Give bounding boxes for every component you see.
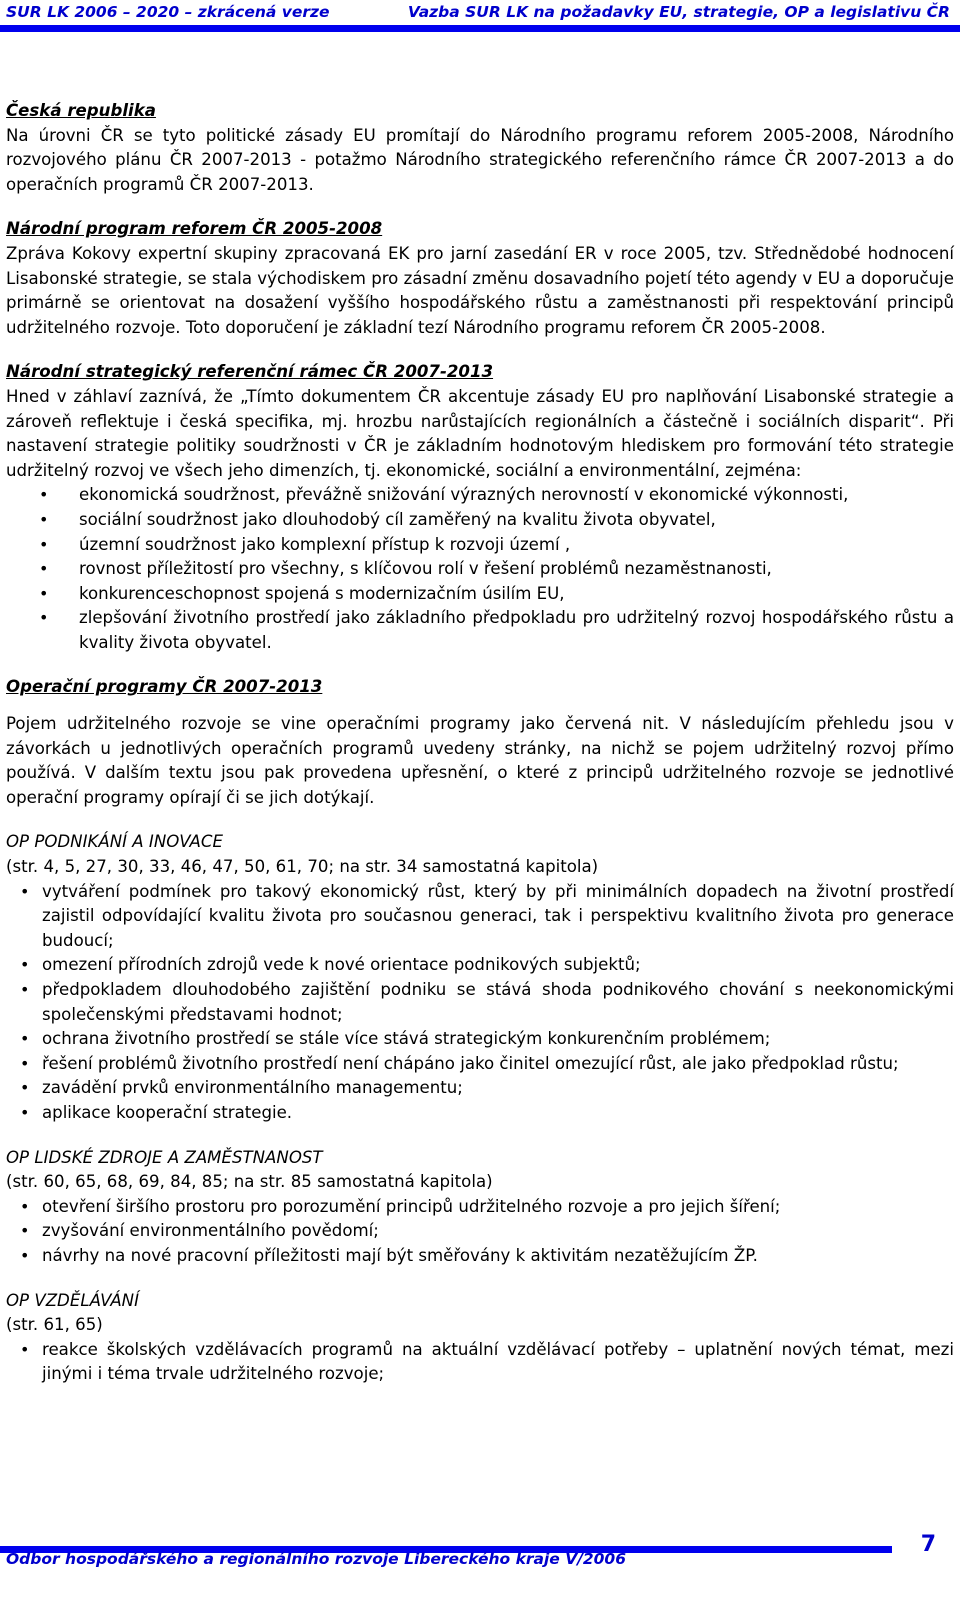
header-title-right: Vazba SUR LK na požadavky EU, strategie, OP a legislativu ČR — [407, 3, 950, 21]
program-pages-opv: (str. 61, 65) — [6, 1315, 103, 1335]
program-list-opv — [6, 1338, 954, 1387]
section-text-nsrr: Hned v záhlaví zaznívá, že „Tímto dokumentem ČR akcentuje zásady EU pro naplňování Lisabonské strategie a zároveň reflektuje i česká specifika, mj. hrozbu narůstajících regionálních a částečně i sociálních disparit“. Při nastavení strategie politiky soudržnosti v ČR je základním hodnotovým hlediskem pro formování této strategie udržitelný rozvoj ve všech jeho dimenzích, tj. ekonomické, sociální a environmentální, zejména: — [6, 386, 954, 480]
page-header — [0, 0, 960, 34]
section-text-npr: Zpráva Kokovy expertní skupiny zpracovaná EK pro jarní zasedání ER v roce 2005, tzv. Střednědobé hodnocení Lisabonské strategie, se stala východiskem pro zásadní změnu dosavadního pojetí této agendy v EU a doporučuje primárně se orientovat na dosažení vyššího hospodářského růstu a zaměstnanosti při respektování principů udržitelného rozvoje. Toto doporučení je základní tezí Národního programu reforem ČR 2005-2008. — [6, 243, 954, 337]
list-item: • ekonomická soudržnost, převážně snižování výrazných nerovností v ekonomické výkonnosti, — [6, 483, 954, 508]
document-body — [6, 99, 954, 1387]
list-item: • ochrana životního prostředí se stále více stává strategickým konkurenčním problémem; — [6, 1027, 954, 1052]
list-item: • územní soudržnost jako komplexní přístup k rozvoji území , — [6, 533, 954, 558]
section-text-op-intro: Pojem udržitelného rozvoje se vine operačními programy jako červená nit. V následujícím přehledu jsou v závorkách u jednotlivých operačních programů uvedeny stránky, na nichž se pojem udržitelný rozvoj přímo používá. V dalším textu jsou pak provedena upřesnění, o které z principů udržitelného rozvoje se jednotlivé operační programy opírají či se jich dotýkají. — [6, 714, 954, 807]
program-pages-opp: (str. 4, 5, 27, 30, 33, 46, 47, 50, 61, 70; na str. 34 samostatná kapitola) — [6, 857, 599, 877]
section-title-cr: Česká republika — [6, 101, 156, 120]
section-text-cr: Na úrovni ČR se tyto politické zásady EU promítají do Národního programu reforem 2005-2008, Národního rozvojového plánu ČR 2007-2013 - potažmo Národního strategického referenčního rámce ČR 2007-2013 a do operačních programů ČR 2007-2013. — [6, 125, 954, 194]
list-item: • omezení přírodních zdrojů vede k nové orientace podnikových subjektů; — [6, 953, 954, 978]
program-title-opv: OP VZDĚLÁVÁNÍ — [6, 1290, 139, 1310]
page-footer — [0, 1532, 960, 1582]
footer-text: Odbor hospodářského a regionálního rozvoje Libereckého kraje V/2006 — [6, 1550, 626, 1568]
list-item: • zavádění prvků environmentálního managementu; — [6, 1076, 954, 1101]
list-item: • reakce školských vzdělávacích programů na aktuální vzdělávací potřeby – uplatnění nových témat, mezi jinými i téma trvale udržitelného rozvoje; — [6, 1338, 954, 1387]
nsrr-list — [6, 483, 954, 655]
list-item: • vytváření podmínek pro takový ekonomický růst, který by při minimálních dopadech na životní prostředí zajistil odpovídající kvalitu života pro současnou generaci, tak i perspektivu kvalitního života pro generace budoucí; — [6, 880, 954, 954]
list-item: • aplikace kooperační strategie. — [6, 1101, 954, 1126]
program-pages-oplzz: (str. 60, 65, 68, 69, 84, 85; na str. 85 samostatná kapitola) — [6, 1172, 493, 1192]
program-title-opp: OP PODNIKÁNÍ A INOVACE — [6, 832, 223, 852]
list-item: • konkurenceschopnost spojená s modernizačním úsilím EU, — [6, 582, 954, 607]
list-item: • předpokladem dlouhodobého zajištění podniku se stává shoda podnikového chování s neekonomickými společenskými představami hodnot; — [6, 978, 954, 1027]
list-item: • zvyšování environmentálního povědomí; — [6, 1219, 954, 1244]
program-title-oplzz: OP LIDSKÉ ZDROJE A ZAMĚSTNANOST — [6, 1147, 323, 1167]
header-title-left: SUR LK 2006 – 2020 – zkrácená verze — [6, 3, 330, 21]
list-item: • zlepšování životního prostředí jako základního předpokladu pro udržitelný rozvoj hospodářského růstu a kvality života obyvatel. — [6, 606, 954, 655]
list-item: • sociální soudržnost jako dlouhodobý cíl zaměřený na kvalitu života obyvatel, — [6, 508, 954, 533]
section-title-op: Operační programy ČR 2007-2013 — [6, 677, 323, 697]
list-item: • rovnost příležitostí pro všechny, s klíčovou rolí v řešení problémů nezaměstnanosti, — [6, 557, 954, 582]
section-title-nsrr: Národní strategický referenční rámec ČR 2007-2013 — [6, 362, 494, 382]
list-item: • návrhy na nové pracovní příležitosti mají být směřovány k aktivitám nezatěžujícím ŽP. — [6, 1244, 954, 1269]
page-number: 7 — [920, 1532, 936, 1557]
list-item: • řešení problémů životního prostředí není chápáno jako činitel omezující růst, ale jako předpoklad růstu; — [6, 1052, 954, 1077]
list-item: • otevření širšího prostoru pro porozumění principů udržitelného rozvoje a pro jejich šíření; — [6, 1195, 954, 1220]
section-title-npr: Národní program reforem ČR 2005-2008 — [6, 219, 383, 239]
program-list-oplzz — [6, 1195, 954, 1269]
header-rule — [0, 25, 960, 32]
program-list-opp — [6, 880, 954, 1126]
